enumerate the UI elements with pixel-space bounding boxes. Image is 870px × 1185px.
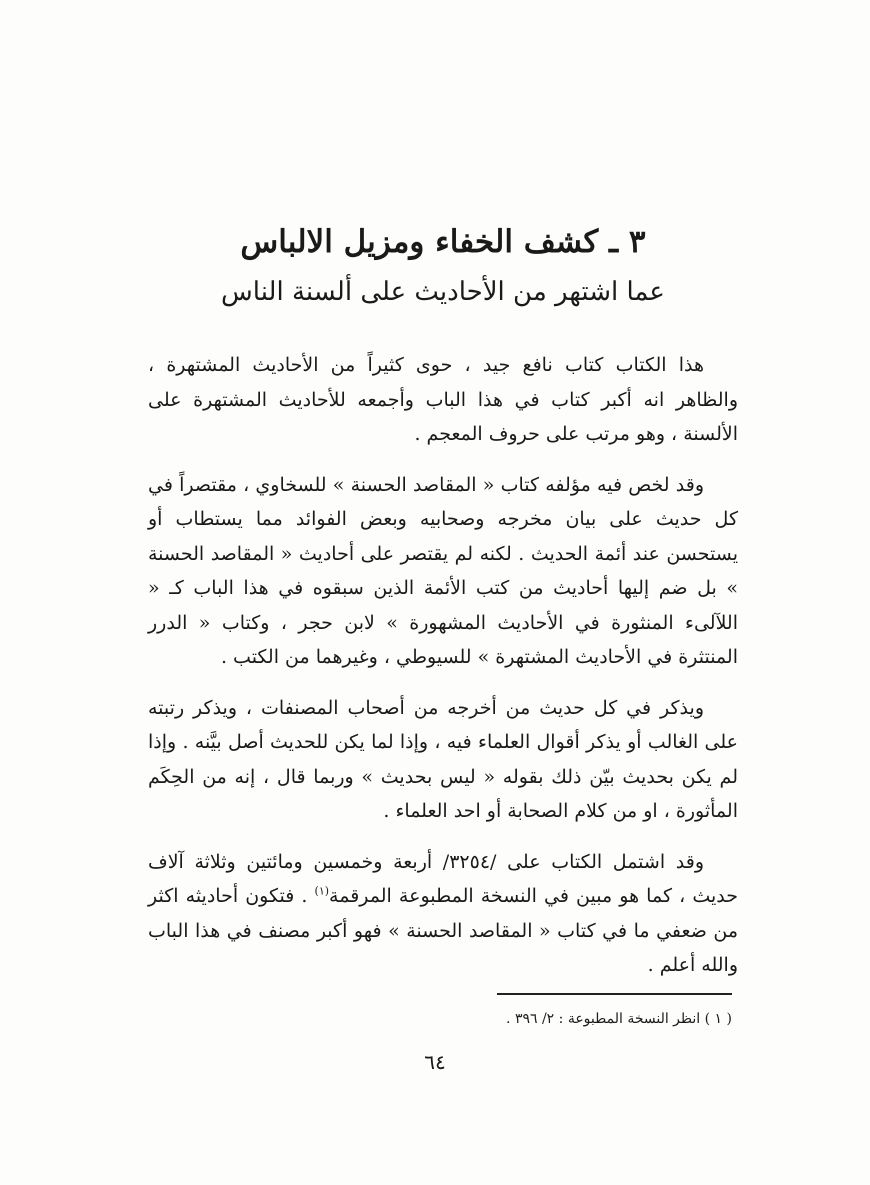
- chapter-subtitle: عما اشتهر من الأحاديث على ألسنة الناس: [221, 277, 665, 307]
- paragraph-4: [148, 845, 738, 983]
- footnote: ( ١ ) انظر النسخة المطبوعة : ٢/ ٣٩٦ .: [506, 1011, 732, 1027]
- page-content: [148, 200, 738, 999]
- paragraph-4-text-a: وقد اشتمل الكتاب على /٣٢٥٤/ أربعة وخمسين ومائتين وثلاثة آلاف حديث ، كما هو مبين في النسخة المطبوعة المرقمة: [148, 850, 738, 907]
- page-number: ٦٤: [424, 1050, 446, 1074]
- body-text: [148, 348, 738, 983]
- footnote-separator: [497, 993, 732, 995]
- paragraph-1: هذا الكتاب كتاب نافع جيد ، حوى كثيراً من الأحاديث المشتهرة ، والظاهر انه أكبر كتاب في هذا الباب وأجمعه للأحاديث المشتهرة على الألسنة ، وهو مرتب على حروف المعجم .: [148, 354, 738, 445]
- paragraph-4-text-b: . فتكون أحاديثه اكثر من ضعفي ما في كتاب « المقاصد الحسنة » فهو أكبر مصنف في هذا الباب والله أعلم .: [148, 885, 738, 976]
- paragraph-2: وقد لخص فيه مؤلفه كتاب « المقاصد الحسنة » للسخاوي ، مقتصراً في كل حديث على بيان مخرجه وصحابيه وبعض الفوائد مما يستطاب أو يستحسن عند أئمة الحديث . لكنه لم يقتصر على أحاديث « المقاصد الحسنة » بل ضم إليها أحاديث من كتب الأئمة الذين سبقوه في هذا الباب كـ « اللآلىء المنثورة في الأحاديث المشهورة » لابن حجر ، وكتاب « الدرر المنتثرة في الأحاديث المشتهرة » للسيوطي ، وغيرهما من الكتب .: [148, 473, 738, 668]
- footnote-reference: (١): [314, 884, 330, 898]
- chapter-title: ٣ ـ كشف الخفاء ومزيل الالباس: [240, 224, 646, 260]
- paragraph-3: ويذكر في كل حديث من أخرجه من أصحاب المصنفات ، ويذكر رتبته على الغالب أو يذكر أقوال العلماء فيه ، وإذا لما يكن للحديث أصل بيَّنه . وإذا لم يكن بحديث بيّن ذلك بقوله « ليس بحديث » وربما قال ، إنه من الحِكَم المأثورة ، او من كلام الصحابة أو احد العلماء .: [148, 696, 738, 822]
